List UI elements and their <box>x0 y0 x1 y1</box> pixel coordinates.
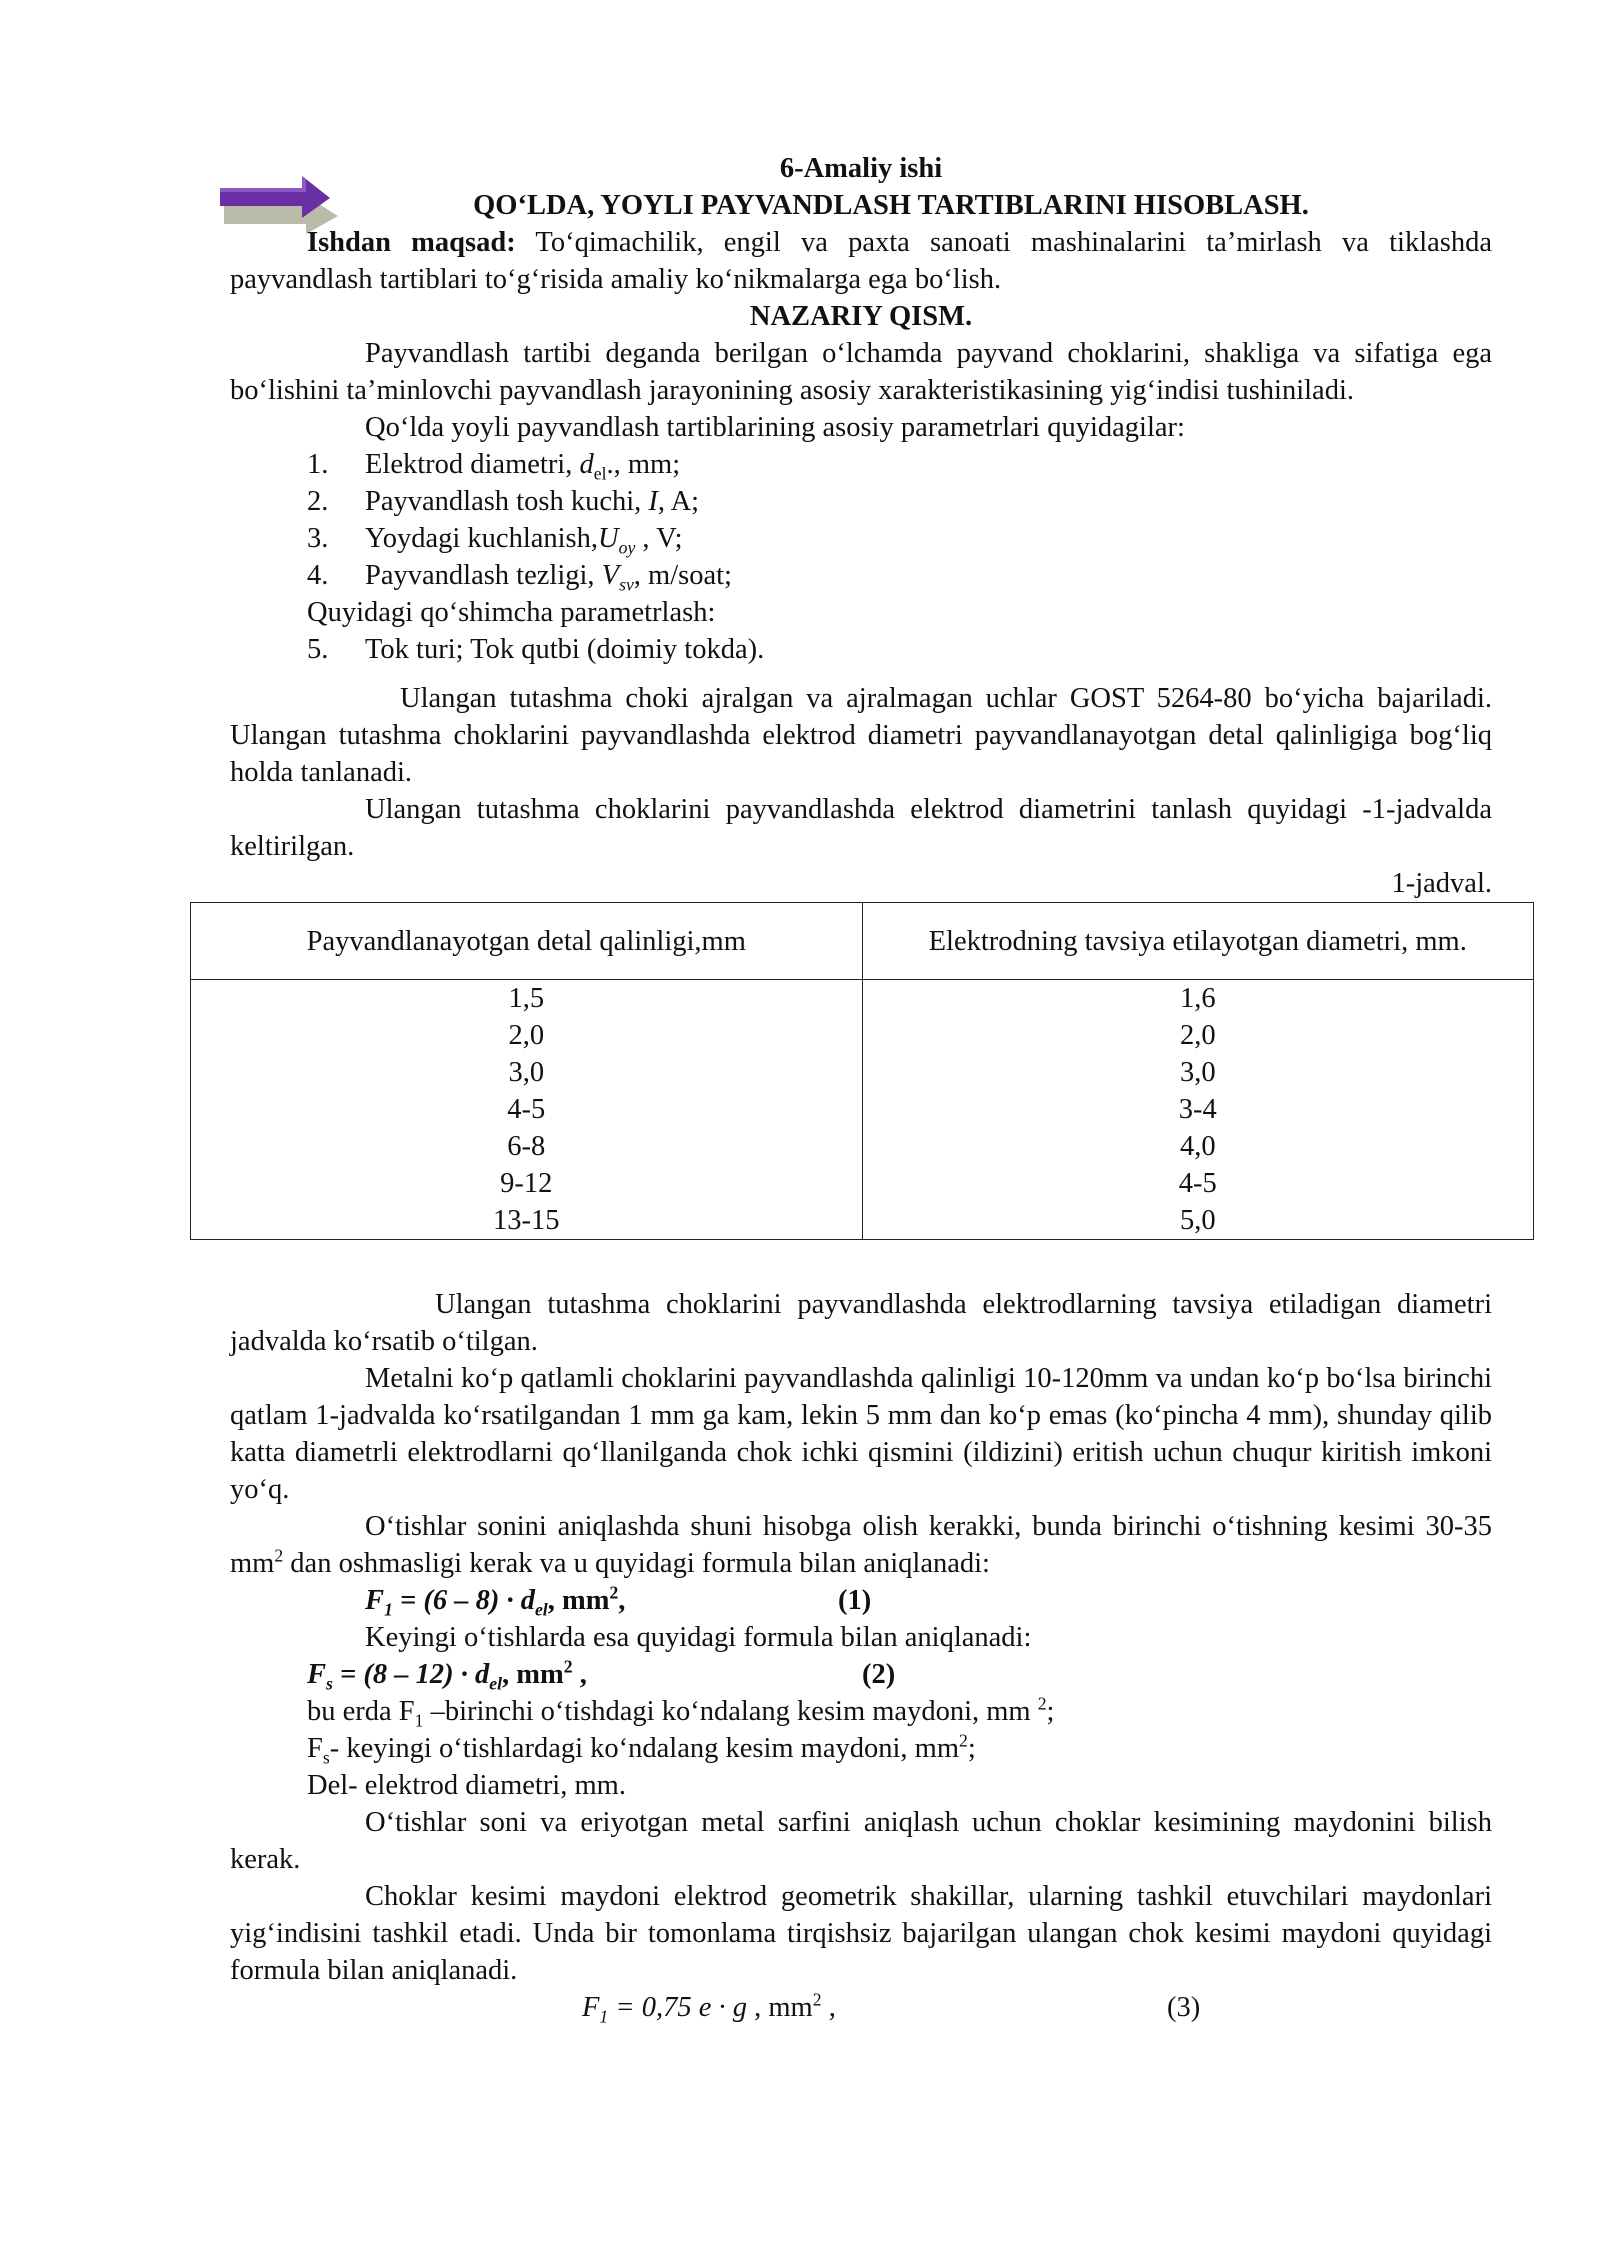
list-item-text: Elektrod diametri, $d_{el}$., mm; <box>365 449 681 484</box>
table-cell-diameter: 1,6 <box>1179 983 1216 1014</box>
table-cell-diameter: 2,0 <box>1179 1020 1216 1051</box>
table-header-thickness: Payvandlanayotgan detal qalinligi,mm <box>191 903 863 980</box>
theory-paragraph-4: Ulangan tutashma choklarini payvandlashda elektrod diametrini tanlash quyidagi -1-jadvalda keltirilgan. <box>230 794 1492 862</box>
page-title: 6-Amaliy ishi <box>779 153 943 184</box>
parameter-list <box>230 446 1492 594</box>
purpose-label: Ishdan maqsad: <box>307 227 516 258</box>
theory-heading: NAZARIY QISM. <box>749 301 973 332</box>
document-page <box>230 150 1492 2026</box>
electrode-table <box>190 902 1534 1240</box>
formula-1: $F_1 = (6 - 8) \cdot d_{el}$, $mm^2$, (1) <box>365 1582 872 1620</box>
table-cell-diameter: 4-5 <box>1178 1168 1217 1199</box>
formula-2: $F_s = (8 - 12) \cdot d_{el}$, $mm^2$ , (2) <box>307 1656 896 1694</box>
definition-2: $F_s-$ keyingi o‘tishlardagi ko‘ndalang kesim maydoni, $mm^2$; <box>307 1730 976 1768</box>
list-item-text: Payvandlash tosh kuchi, I, A; <box>365 486 700 517</box>
table-cell-thickness: 9-12 <box>500 1168 553 1199</box>
table-cell-thickness: 4-5 <box>507 1094 546 1125</box>
list-item-number: 4. <box>307 560 329 591</box>
purpose-text: To‘qimachilik, engil va paxta sanoati mashinalarini ta’mirlash va tiklashda payvandlash tartiblari to‘g‘risida amaliy ko‘nikmalarga ega bo‘lish. <box>230 227 1492 295</box>
table-cell-diameter: 3,0 <box>1179 1057 1216 1088</box>
table-cell-diameter: 3-4 <box>1178 1094 1217 1125</box>
list-item <box>307 631 1492 668</box>
formula-number: (1) <box>838 1585 872 1616</box>
paragraph-8: Keyingi o‘tishlarda esa quyidagi formula bilan aniqlanadi: <box>365 1622 1032 1653</box>
page-subtitle: QO‘LDA, YOYLI PAYVANDLASH TARTIBLARINI HISOBLASH. <box>473 190 1309 221</box>
list-item-number: 3. <box>307 523 329 554</box>
table-cell-thickness: 1,5 <box>508 983 545 1014</box>
table-cell-thickness: 13-15 <box>493 1205 560 1236</box>
table-cell-diameter: 5,0 <box>1179 1205 1216 1236</box>
formula-number: (3) <box>1167 1992 1201 2023</box>
theory-paragraph-2: Qo‘lda yoyli payvandlash tartiblarining asosiy parametrlari quyidagilar: <box>365 412 1185 443</box>
definition-3: Del- elektrod diametri, mm. <box>307 1770 626 1801</box>
paragraph-9: O‘tishlar soni va eriyotgan metal sarfini aniqlash uchun choklar kesimining maydonini bilish kerak. <box>230 1807 1492 1875</box>
table-column-thickness <box>197 980 856 1239</box>
purpose-paragraph <box>230 224 1492 298</box>
theory-paragraph-3: Ulangan tutashma choki ajralgan va ajralmagan uchlar GOST 5264-80 bo‘yicha bajariladi. Ulangan tutashma choklarini payvandlashda elektrod diametri payvandlanayotgan detal qalinligiga bog‘liq holda tanlanadi. <box>230 683 1492 788</box>
table-caption: 1-jadval. <box>1391 868 1492 899</box>
paragraph-7: O‘tishlar sonini aniqlashda shuni hisobga olish kerakki, bunda birinchi o‘tishning kesimi 30-35 $mm^2$ dan oshmasligi kerak va u quyidagi formula bilan aniqlanadi: <box>230 1511 1492 1579</box>
theory-paragraph-1: Payvandlash tartibi deganda berilgan o‘lchamda payvand choklarini, shakliga va sifatiga ega bo‘lishini ta’minlovchi payvandlash jarayonining asosiy xarakteristikasining yig‘indisi tushiniladi. <box>230 338 1492 406</box>
list-item-number: 5. <box>307 634 329 665</box>
list-item-text: Tok turi; Tok qutbi (doimiy tokda). <box>365 634 765 665</box>
list-item-text: Yoydagi $kuchlanish,U_{oy}$ , V; <box>365 523 683 558</box>
list-item <box>307 483 1492 520</box>
paragraph-10: Choklar kesimi maydoni elektrod geometrik shakillar, ularning tashkil etuvchilari maydonlari yig‘indisini tashkil etadi. Unda bir tomonlama tirqishsiz bajarilgan ulangan chok kesimi maydoni quyidagi formula bilan aniqlanadi. <box>230 1881 1492 1986</box>
list-item-number: 1. <box>307 449 329 480</box>
definition-1: bu erda $F_1$ –birinchi o‘tishdagi ko‘ndalang kesim maydoni, mm $^2$; <box>307 1693 1055 1731</box>
formula-number: (2) <box>862 1659 896 1690</box>
extra-label: Quyidagi qo‘shimcha parametrlash: <box>307 597 716 628</box>
formula-3: $F_1 = 0,75$ e · g , $mm^2$ , (3) <box>582 1989 1201 2027</box>
table-cell-thickness: 3,0 <box>508 1057 545 1088</box>
list-item-number: 2. <box>307 486 329 517</box>
table-header-diameter: Elektrodning tavsiya etilayotgan diametri, mm. <box>862 903 1534 980</box>
list-item <box>307 520 1492 557</box>
list-item <box>307 557 1492 594</box>
list-item-text: Payvandlash tezligi, $V_{sv}$, m/soat; <box>365 560 732 595</box>
table-cell-thickness: 6-8 <box>507 1131 546 1162</box>
table-cell-diameter: 4,0 <box>1179 1131 1216 1162</box>
paragraph-6: Metalni ko‘p qatlamli choklarini payvandlashda qalinligi 10-120mm va undan ko‘p bo‘lsa birinchi qatlam 1-jadvalda ko‘rsatilgandan 1 mm ga kam, lekin 5 mm dan ko‘p emas (ko‘pincha 4 mm), shunday qilib katta diametrli elektrodlarni qo‘llanilganda chok ichki qismini (ildizini) eritish uchun chuqur kiritish imkoni yo‘q. <box>230 1363 1492 1505</box>
list-item <box>307 446 1492 483</box>
paragraph-5: Ulangan tutashma choklarini payvandlashda elektrodlarning tavsiya etiladigan diametri jadvalda ko‘rsatib o‘tilgan. <box>230 1289 1492 1357</box>
table-cell-thickness: 2,0 <box>508 1020 545 1051</box>
table-column-diameter <box>869 980 1528 1239</box>
